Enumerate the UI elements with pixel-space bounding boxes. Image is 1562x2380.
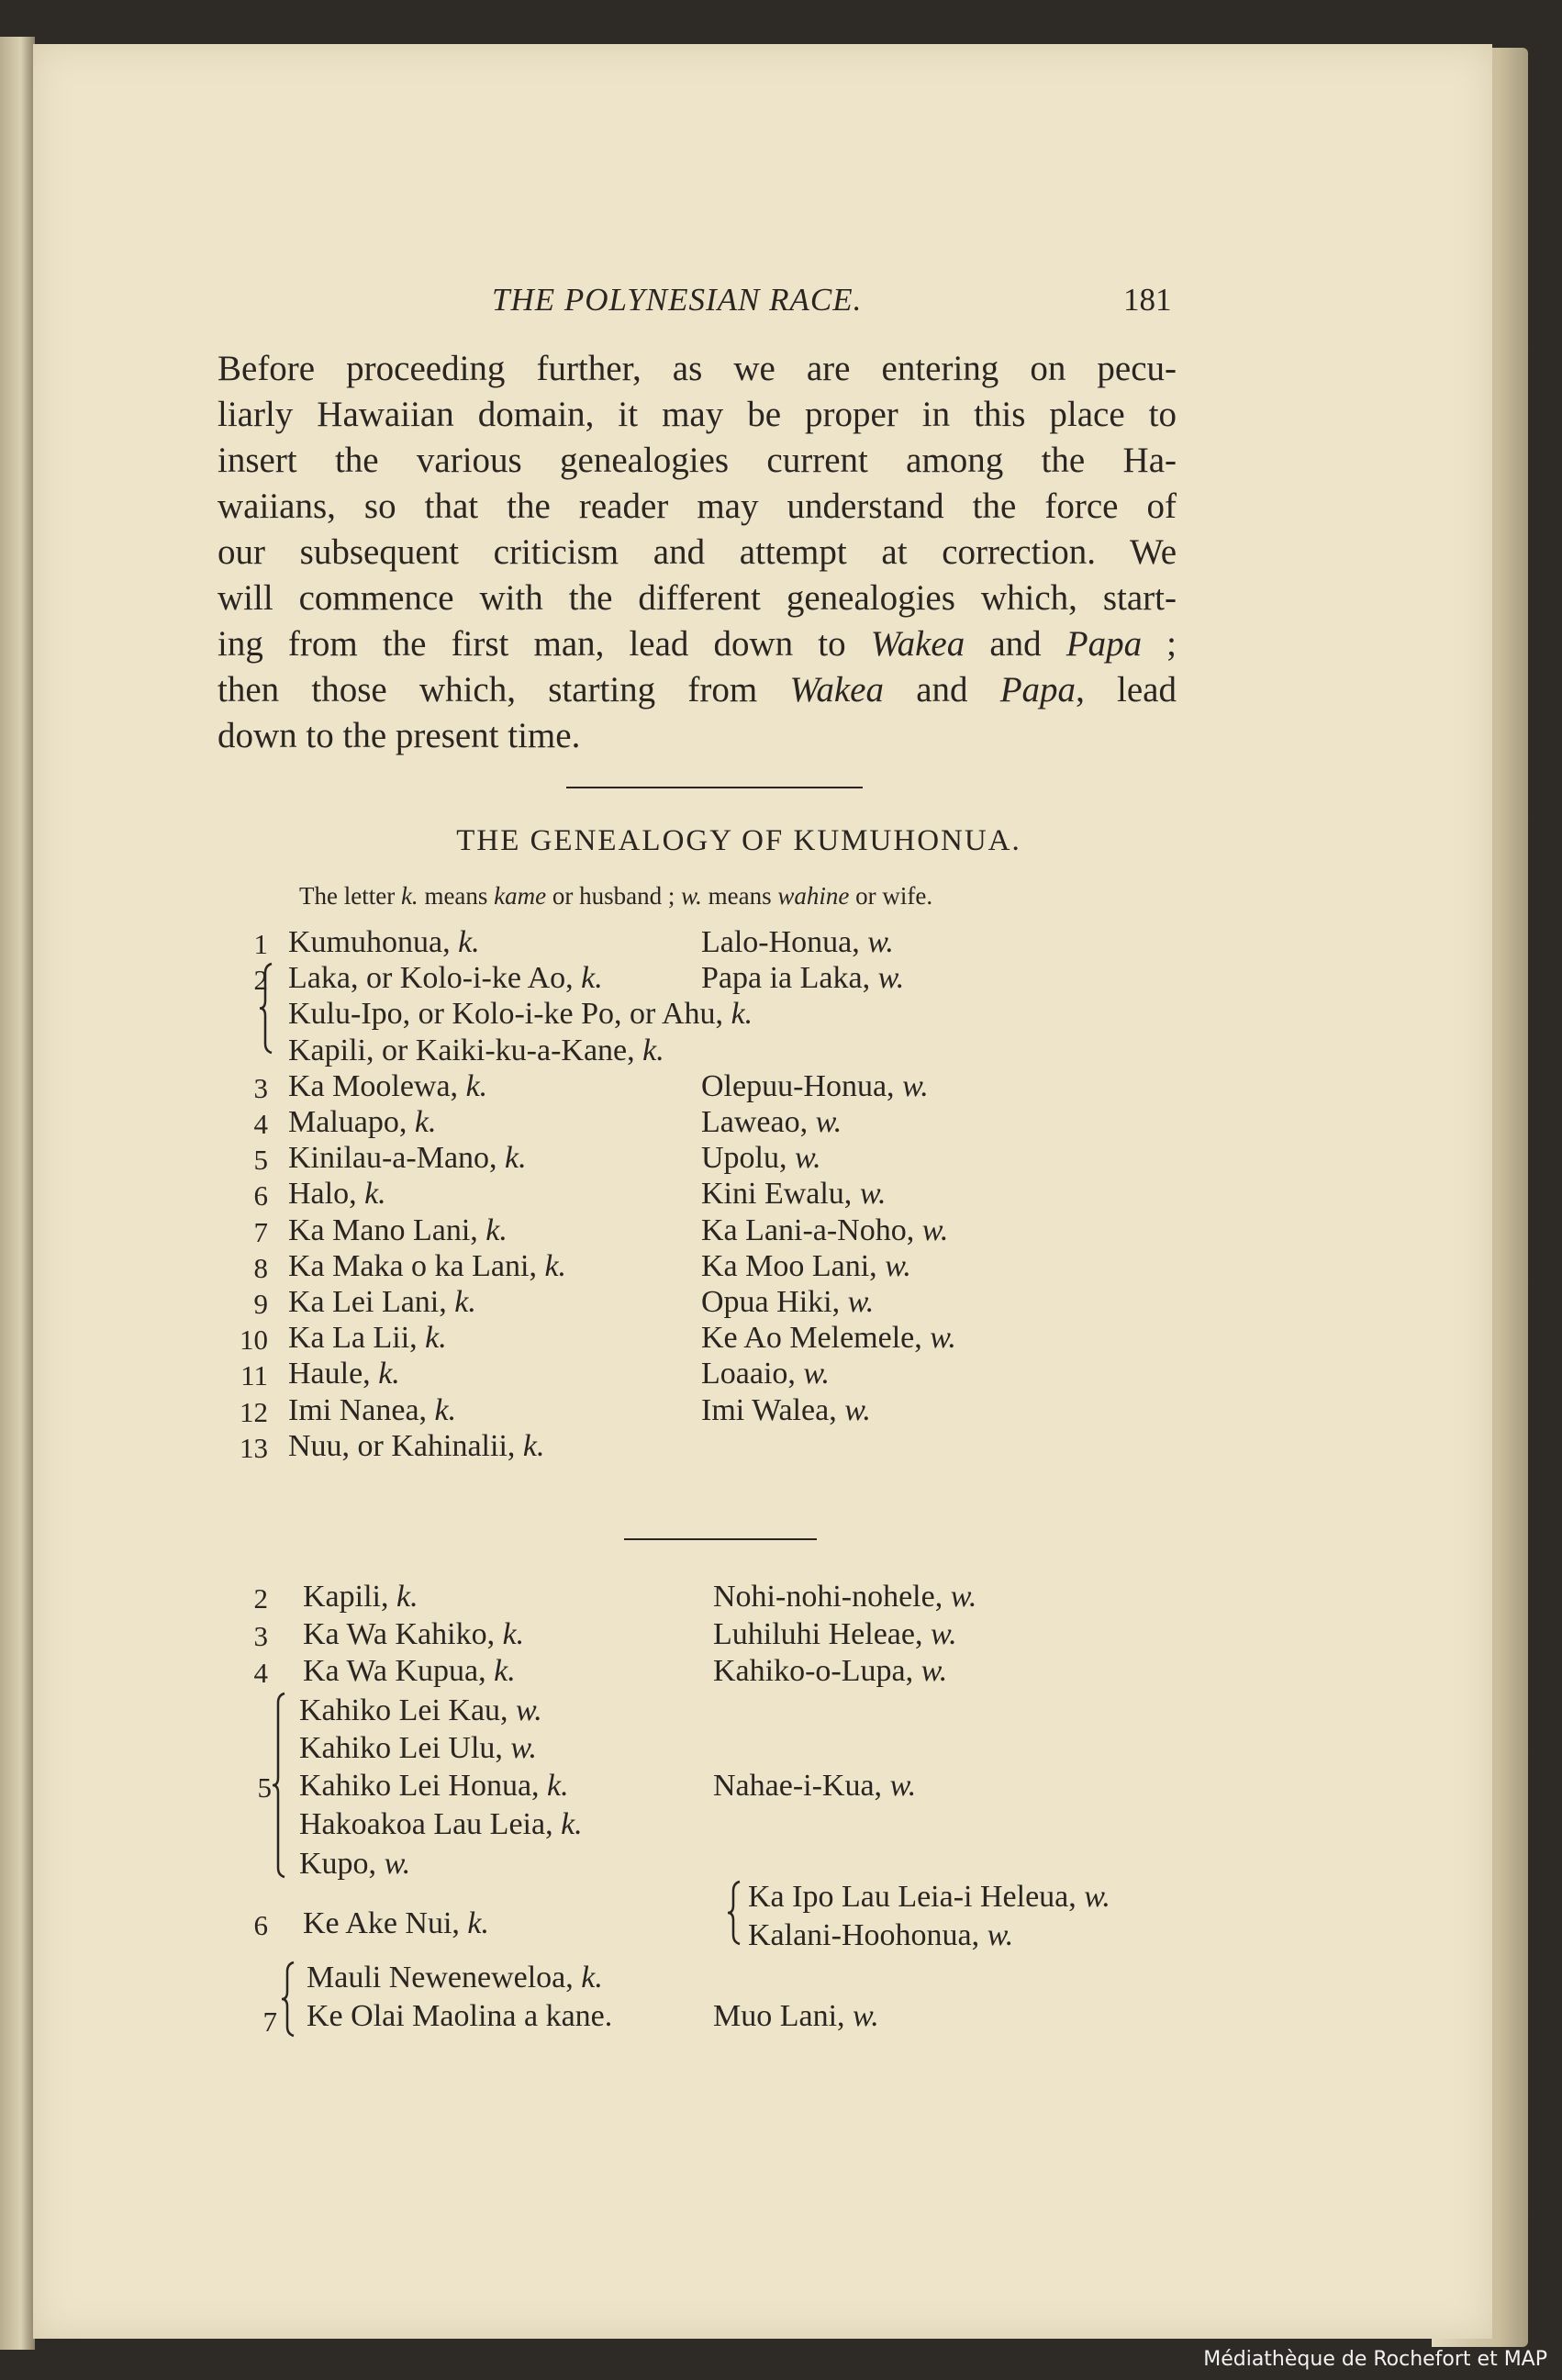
generation-number: 1 bbox=[253, 928, 268, 960]
wife-name: Papa ia Laka, w. bbox=[701, 961, 905, 996]
generation-number: 10 bbox=[240, 1324, 268, 1357]
generation-number: 3 bbox=[253, 1071, 268, 1104]
husband-name: Hakoakoa Lau Leia, k. bbox=[299, 1807, 583, 1841]
generation-number: 12 bbox=[240, 1395, 268, 1428]
wife-name: Nahae-i-Kua, w. bbox=[713, 1769, 917, 1803]
legend-note bbox=[299, 881, 932, 911]
husband-name: Ka Lei Lani, k. bbox=[288, 1285, 476, 1319]
husband-name: Kulu-Ipo, or Kolo-i-ke Po, or Ahu, k. bbox=[288, 997, 753, 1032]
running-title: THE POLYNESIAN RACE. bbox=[492, 282, 863, 318]
paragraph-line bbox=[218, 438, 1177, 484]
husband-name: Ka Mano Lani, k. bbox=[288, 1212, 508, 1247]
italic-text: k. bbox=[400, 882, 418, 910]
paragraph-line bbox=[218, 713, 1177, 759]
generation-number: 2 bbox=[253, 964, 268, 997]
previous-page-edge bbox=[0, 37, 35, 2350]
text: down to the present time. bbox=[218, 716, 581, 755]
husband-name: Mauli Neweneweloa, k. bbox=[307, 1961, 603, 1995]
text: and bbox=[965, 624, 1066, 664]
husband-name: Kinilau-a-Mano, k. bbox=[288, 1141, 527, 1176]
husband-name: Haule, k. bbox=[288, 1357, 400, 1391]
generation-number: 5 bbox=[253, 1144, 268, 1177]
divider-rule bbox=[624, 1538, 817, 1540]
section-title: THE GENEALOGY OF KUMUHONUA. bbox=[456, 824, 1021, 857]
text: will commence with the different genealogies which, start- bbox=[218, 578, 1177, 618]
text: ing from the first man, lead down to bbox=[218, 624, 871, 664]
husband-name: Maluapo, k. bbox=[288, 1105, 437, 1139]
generation-number: 3 bbox=[253, 1620, 268, 1652]
husband-name: Ka Moolewa, k. bbox=[288, 1068, 488, 1103]
text: and bbox=[883, 670, 1000, 710]
text: means bbox=[701, 882, 778, 910]
generation-number: 11 bbox=[240, 1359, 268, 1392]
italic-text: Wakea bbox=[870, 624, 965, 664]
husband-name: Kahiko Lei Kau, w. bbox=[299, 1693, 542, 1727]
generation-number: 9 bbox=[253, 1288, 268, 1320]
wife-name: Muo Lani, w. bbox=[713, 1999, 879, 2033]
italic-text: kame bbox=[494, 882, 547, 910]
husband-name: Kahiko Lei Ulu, w. bbox=[299, 1731, 538, 1765]
generation-number: 4 bbox=[253, 1108, 268, 1140]
text: Before proceeding further, as we are entering on pecu- bbox=[218, 349, 1177, 388]
intro-paragraph bbox=[218, 346, 1177, 759]
husband-name: Laka, or Kolo-i-ke Ao, k. bbox=[288, 961, 603, 996]
paragraph-line bbox=[218, 575, 1177, 621]
husband-name: Ka Maka o ka Lani, k. bbox=[288, 1248, 567, 1283]
wife-name: Imi Walea, w. bbox=[701, 1392, 871, 1427]
paragraph-line bbox=[218, 346, 1177, 392]
text: our subsequent criticism and attempt at correction. We bbox=[218, 532, 1177, 572]
curly-brace-icon bbox=[281, 1962, 299, 2036]
wife-name: Laweao, w. bbox=[701, 1105, 842, 1139]
husband-name: Imi Nanea, k. bbox=[288, 1392, 457, 1427]
page-number: 181 bbox=[1123, 282, 1172, 318]
text: or husband ; bbox=[546, 882, 682, 910]
paragraph-line bbox=[218, 667, 1177, 713]
paragraph-line bbox=[218, 392, 1177, 438]
paragraph-line bbox=[218, 530, 1177, 575]
husband-name: Ka La Lii, k. bbox=[288, 1321, 447, 1356]
wife-name: Ke Ao Melemele, w. bbox=[701, 1321, 956, 1356]
generation-number: 6 bbox=[253, 1909, 268, 1941]
text: ; bbox=[1142, 624, 1177, 664]
text: , lead bbox=[1076, 670, 1177, 710]
book-page bbox=[33, 44, 1492, 2339]
husband-name: Kapili, k. bbox=[303, 1580, 418, 1614]
husband-name: Nuu, or Kahinalii, k. bbox=[288, 1428, 545, 1463]
generation-number: 2 bbox=[253, 1582, 268, 1615]
wife-name: Olepuu-Honua, w. bbox=[701, 1068, 929, 1103]
wife-name: Loaaio, w. bbox=[701, 1357, 831, 1391]
husband-name: Kahiko Lei Honua, k. bbox=[299, 1769, 569, 1803]
husband-name: Halo, k. bbox=[288, 1177, 386, 1212]
wife-name: Upolu, w. bbox=[701, 1141, 821, 1176]
text: means bbox=[418, 882, 495, 910]
husband-name: Kapili, or Kaiki-ku-a-Kane, k. bbox=[288, 1033, 664, 1067]
generation-number: 4 bbox=[253, 1657, 268, 1689]
wife-name: Ka Lani-a-Noho, w. bbox=[701, 1212, 949, 1247]
wife-name: Ka Ipo Lau Leia-i Heleua, w. bbox=[748, 1880, 1110, 1914]
text: insert the various genealogies current among the Ha- bbox=[218, 441, 1177, 480]
generation-number: 8 bbox=[253, 1251, 268, 1284]
generation-number: 5 bbox=[257, 1771, 272, 1804]
husband-name: Kupo, w. bbox=[299, 1847, 411, 1881]
husband-name: Ka Wa Kahiko, k. bbox=[303, 1617, 525, 1651]
text: or wife. bbox=[849, 882, 933, 910]
paragraph-line bbox=[218, 621, 1177, 667]
divider-rule bbox=[566, 787, 863, 788]
italic-text: Papa bbox=[1066, 624, 1143, 664]
italic-text: Papa bbox=[999, 670, 1077, 710]
wife-name: Luhiluhi Heleae, w. bbox=[713, 1617, 957, 1651]
wife-name: Lalo-Honua, w. bbox=[701, 925, 894, 959]
wife-name: Ka Moo Lani, w. bbox=[701, 1248, 911, 1283]
curly-brace-icon bbox=[259, 964, 277, 1053]
wife-name: Kini Ewalu, w. bbox=[701, 1177, 887, 1212]
husband-name: Ke Ake Nui, k. bbox=[303, 1906, 490, 1940]
italic-text: wahine bbox=[777, 882, 850, 910]
generation-number: 7 bbox=[262, 2006, 277, 2038]
text: The letter bbox=[299, 882, 401, 910]
husband-name: Ka Wa Kupua, k. bbox=[303, 1654, 516, 1688]
generation-number: 13 bbox=[240, 1431, 268, 1464]
text: then those which, starting from bbox=[218, 670, 790, 710]
generation-number: 6 bbox=[253, 1179, 268, 1212]
curly-brace-icon bbox=[272, 1693, 290, 1877]
husband-name: Ke Olai Maolina a kane. bbox=[307, 1999, 613, 2033]
credit-text: Médiathèque de Rochefort et MAP bbox=[1203, 2348, 1547, 2371]
italic-text: w. bbox=[681, 882, 702, 910]
paragraph-line bbox=[218, 484, 1177, 530]
husband-name: Kumuhonua, k. bbox=[288, 925, 480, 959]
generation-number: 7 bbox=[253, 1215, 268, 1248]
text: waiians, so that the reader may understand the force of bbox=[218, 486, 1177, 526]
wife-name: Kahiko-o-Lupa, w. bbox=[713, 1654, 948, 1688]
wife-name: Opua Hiki, w. bbox=[701, 1285, 875, 1319]
wife-name: Nohi-nohi-nohele, w. bbox=[713, 1580, 977, 1614]
curly-brace-icon bbox=[727, 1882, 745, 1944]
italic-text: Wakea bbox=[789, 670, 884, 710]
wife-name: Kalani-Hoohonua, w. bbox=[748, 1918, 1014, 1952]
text: liarly Hawaiian domain, it may be proper in this place to bbox=[218, 395, 1177, 434]
